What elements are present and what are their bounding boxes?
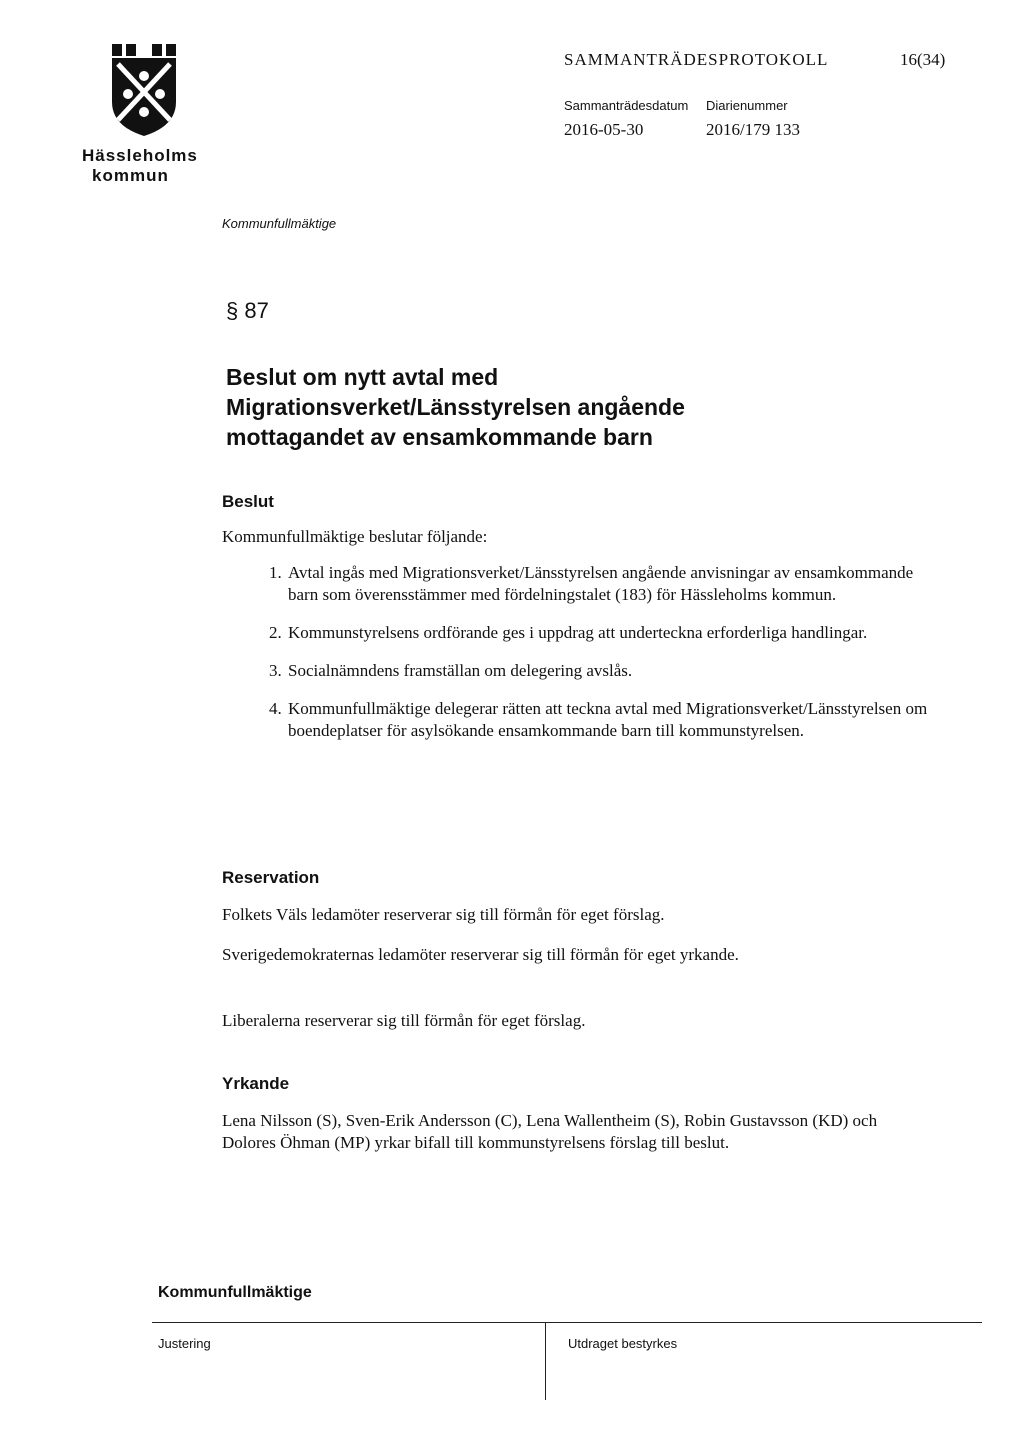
registry-number: 2016/179 133 bbox=[706, 120, 800, 139]
page-number: 16(34) bbox=[900, 50, 946, 69]
registry-number-label: Diarienummer bbox=[706, 98, 788, 113]
meeting-date: 2016-05-30 bbox=[564, 120, 644, 139]
decision-item: 3. Socialnämndens framställan om delegering avslås. bbox=[286, 660, 946, 682]
municipality-name-suffix: kommun bbox=[92, 166, 169, 185]
reservation-heading: Reservation bbox=[222, 868, 320, 887]
paragraph-number: § 87 bbox=[226, 298, 269, 323]
motion-text: Lena Nilsson (S), Sven-Erik Andersson (C), Lena Wallentheim (S), Robin Gustavsson (KD) och Dolores Öhman (MP) yrkar bifall till kommunstyrelsens förslag till beslut. bbox=[222, 1111, 878, 1152]
decision-heading: Beslut bbox=[222, 492, 274, 511]
footer-title: Kommunfullmäktige bbox=[158, 1284, 312, 1301]
certified-extract-label: Utdraget bestyrkes bbox=[568, 1336, 678, 1351]
reservation-item: Liberalerna reserverar sig till förmån för eget förslag. bbox=[222, 1011, 586, 1030]
footer-column-divider bbox=[545, 1322, 546, 1400]
meeting-date-label: Sammanträdesdatum bbox=[564, 98, 689, 113]
reservation-item: Folkets Väls ledamöter reserverar sig till förmån för eget förslag. bbox=[222, 905, 665, 924]
decision-intro: Kommunfullmäktige beslutar följande: bbox=[222, 527, 488, 546]
reservation-item: Sverigedemokraternas ledamöter reserverar sig till förmån för eget yrkande. bbox=[222, 945, 739, 964]
governing-body-label: Kommunfullmäktige bbox=[222, 216, 337, 231]
document-type: SAMMANTRÄDESPROTOKOLL bbox=[564, 50, 829, 69]
decision-item: 1. Avtal ingås med Migrationsverket/Länsstyrelsen angående anvisningar av ensamkommande barn som överensstämmer med fördelningstalet (183) för Hässleholms kommun. bbox=[286, 562, 946, 606]
section-title: Beslut om nytt avtal med Migrationsverket/Länsstyrelsen angående mottagandet av ensamkommande barn bbox=[226, 364, 685, 450]
decision-item: 4. Kommunfullmäktige delegerar rätten att teckna avtal med Migrationsverket/Länsstyrelsen om boendeplatser för asylsökande ensamkommande barn till kommunstyrelsen. bbox=[286, 698, 946, 742]
decision-item: 2. Kommunstyrelsens ordförande ges i uppdrag att underteckna erforderliga handlingar. bbox=[286, 622, 946, 644]
motion-heading: Yrkande bbox=[222, 1074, 290, 1093]
decision-list bbox=[222, 562, 946, 758]
adjustment-label: Justering bbox=[158, 1336, 211, 1351]
municipality-name: Hässleholms bbox=[82, 146, 198, 165]
crest-graphic bbox=[108, 40, 188, 140]
footer-divider bbox=[152, 1322, 982, 1323]
